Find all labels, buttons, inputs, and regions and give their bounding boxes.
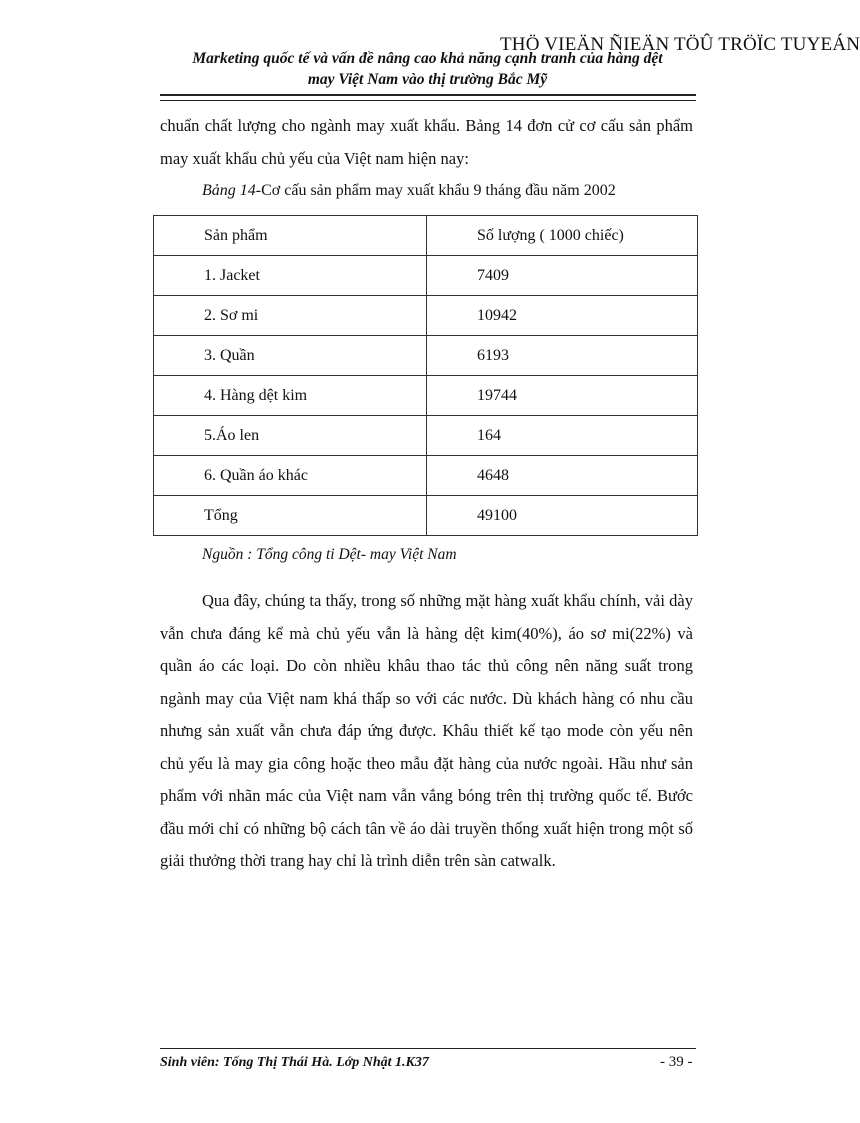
table-caption-number: Bảng 14 xyxy=(202,182,256,199)
table-header-row xyxy=(154,216,698,256)
library-watermark: THÖ VIEÄN ÑIEÄN TÖÛ TRÖÏC TUYEÁN xyxy=(500,34,860,55)
product-cell: 1. Jacket xyxy=(154,256,427,296)
table-total-row xyxy=(154,496,698,536)
product-cell: 6. Quần áo khác xyxy=(154,456,427,496)
quantity-cell: 4648 xyxy=(427,456,698,496)
column-header-product: Sản phẩm xyxy=(154,216,427,256)
quantity-cell: 19744 xyxy=(427,376,698,416)
table-row xyxy=(154,456,698,496)
table-row xyxy=(154,376,698,416)
header-title-line-1: Marketing quốc tế và vấn đề nâng cao khả năng cạnh tranh của hàng dệt xyxy=(192,50,663,67)
quantity-cell: 10942 xyxy=(427,296,698,336)
total-label-cell: Tổng xyxy=(154,496,427,536)
table-caption-text: -Cơ cấu sản phẩm may xuất khẩu 9 tháng đầu năm 2002 xyxy=(255,182,616,199)
table-row xyxy=(154,336,698,376)
header-divider xyxy=(160,94,696,101)
header-title-line-2: may Việt Nam vào thị trường Bắc Mỹ xyxy=(307,71,548,88)
footer-divider xyxy=(160,1048,696,1049)
product-cell: 2. Sơ mi xyxy=(154,296,427,336)
total-value-cell: 49100 xyxy=(427,496,698,536)
running-header xyxy=(150,48,705,90)
quantity-cell: 6193 xyxy=(427,336,698,376)
analysis-paragraph: Qua đây, chúng ta thấy, trong số những mặt hàng xuất khẩu chính, vải dày vẫn chưa đáng kể mà chủ yếu vẫn là hàng dệt kim(40%), áo sơ mi(22%) và quần áo các loại. Do còn nhiều khâu thao tác thủ công nên năng suất trong ngành may của Việt nam khá thấp so với các nước. Dù khách hàng có nhu cầu nhưng sản xuất vẫn chưa đáp ứng được. Khâu thiết kế tạo mode còn yếu nên chủ yếu là may gia công hoặc theo mẫu đặt hàng của nước ngoài. Hầu như sản phẩm với nhãn mác của Việt nam vẫn vắng bóng trên thị trường quốc tế. Bước đầu mới chỉ có những bộ cách tân về áo dài truyền thống xuất hiện trong một số giải thưởng thời trang hay chỉ là trình diễn trên sàn catwalk. xyxy=(160,591,693,870)
quantity-cell: 164 xyxy=(427,416,698,456)
product-structure-table xyxy=(153,215,698,536)
product-cell: 3. Quần xyxy=(154,336,427,376)
footer-student-info: Sinh viên: Tống Thị Thái Hà. Lớp Nhật 1.K37 xyxy=(160,1055,429,1070)
page-number: - 39 - xyxy=(660,1054,693,1070)
table-caption xyxy=(202,182,616,200)
quantity-cell: 7409 xyxy=(427,256,698,296)
product-cell: 5.Áo len xyxy=(154,416,427,456)
table-row xyxy=(154,416,698,456)
table-source-note: Nguồn : Tổng công ti Dệt- may Việt Nam xyxy=(202,546,457,563)
intro-paragraph: chuẩn chất lượng cho ngành may xuất khẩu. Bảng 14 đơn cử cơ cấu sản phẩm may xuất khẩu chủ yếu của Việt nam hiện nay: xyxy=(160,116,693,168)
table-row xyxy=(154,256,698,296)
column-header-quantity: Số lượng ( 1000 chiếc) xyxy=(427,216,698,256)
product-cell: 4. Hàng dệt kim xyxy=(154,376,427,416)
table-row xyxy=(154,296,698,336)
